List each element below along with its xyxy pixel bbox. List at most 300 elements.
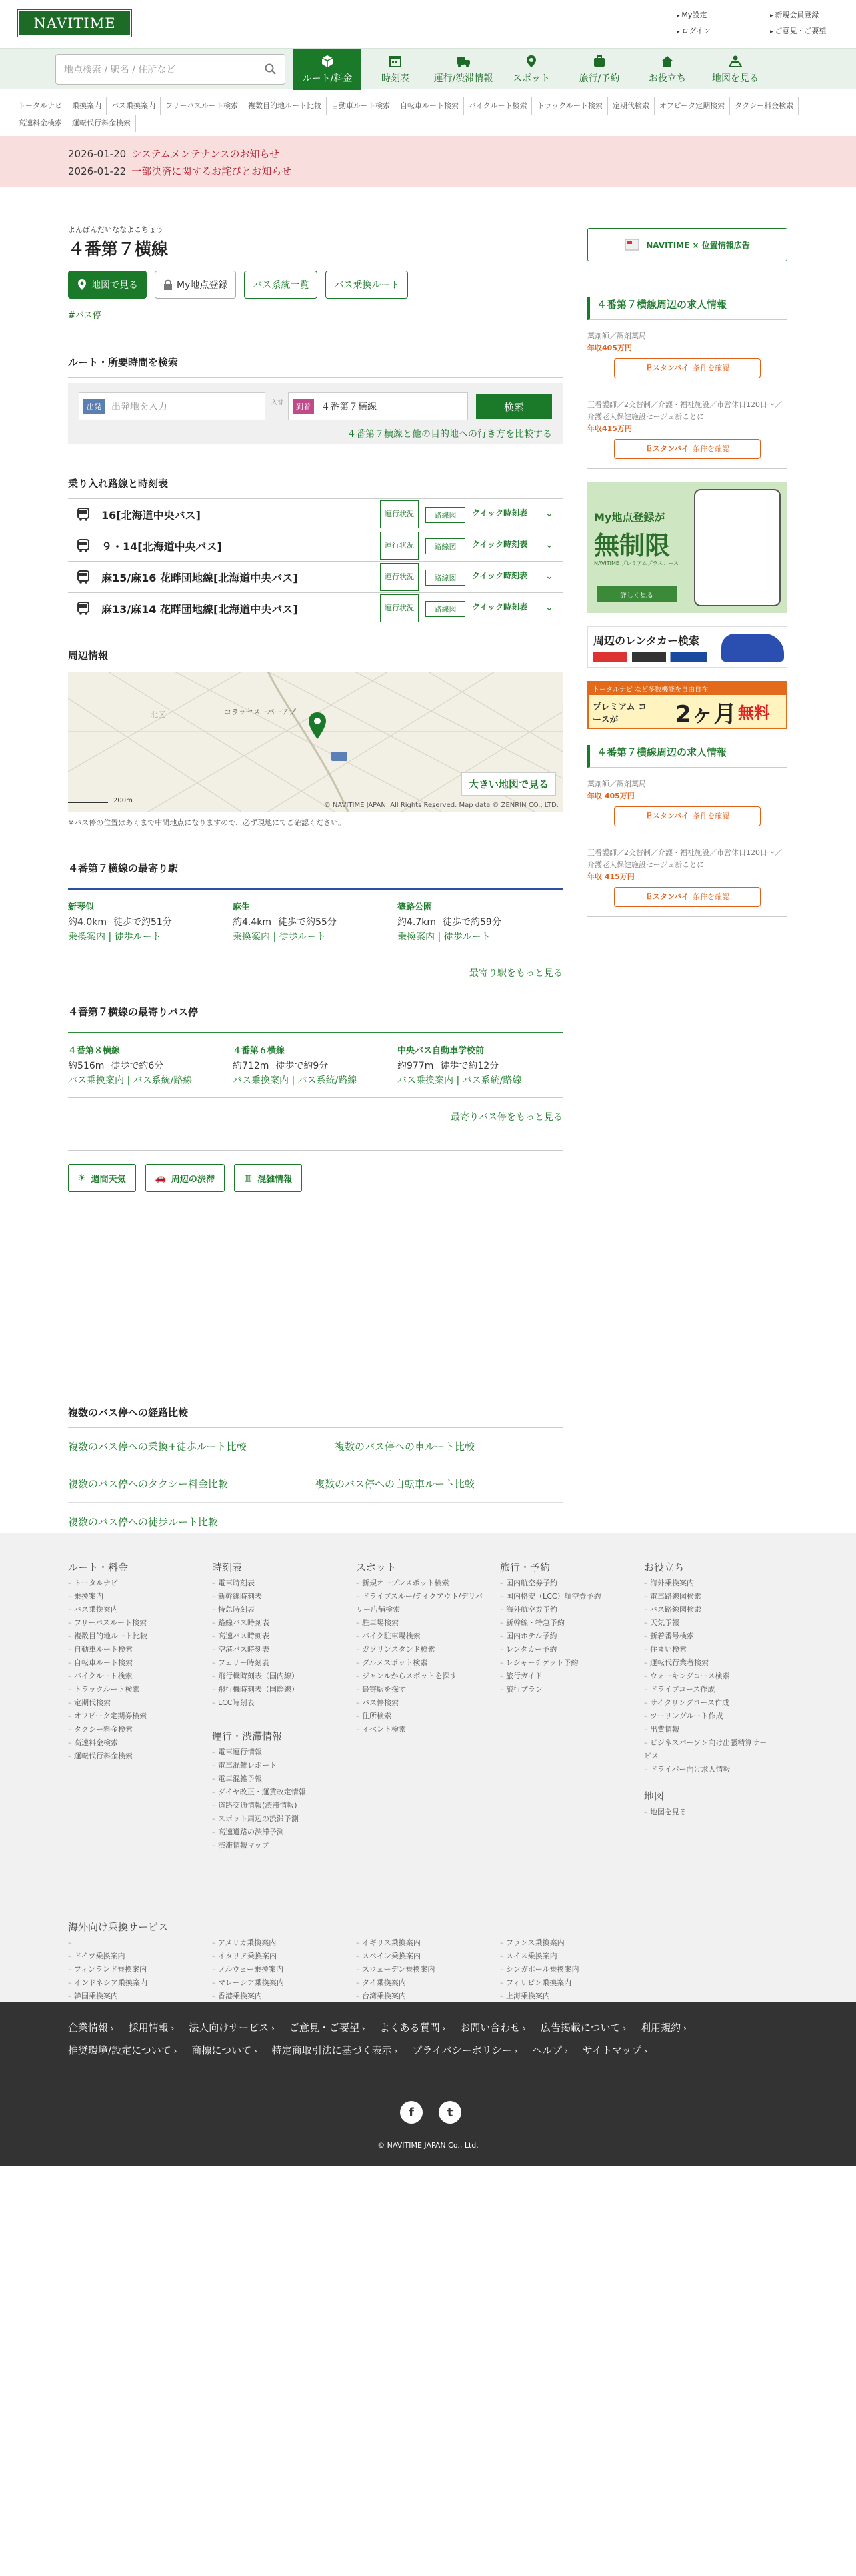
tab-label: 運行/渋滞情報 xyxy=(433,73,493,84)
rental-brand-logos xyxy=(593,652,707,662)
footer-bottom-link[interactable]: 特定商取引法に基づく表示 › xyxy=(272,2040,398,2062)
footer-link[interactable]: – 定期代検索 xyxy=(68,1696,195,1710)
footer-link[interactable]: – ダイヤ改正・運賃改定情報 xyxy=(212,1786,339,1799)
footer-link[interactable]: – 海外乗換案内 xyxy=(644,1577,771,1590)
line-status-button[interactable]: 運行状況 xyxy=(380,500,419,528)
route-map-button[interactable]: 路線図 xyxy=(425,601,465,617)
footer-link[interactable]: – 駐車場検索 xyxy=(356,1616,489,1630)
job-item[interactable] xyxy=(587,836,787,917)
house-icon xyxy=(660,54,675,69)
job-pay: 年収 405万円 xyxy=(587,792,635,800)
global-nav xyxy=(0,48,856,89)
twitter-icon[interactable]: t xyxy=(439,2101,461,2124)
footer-link[interactable]: – バス停検索 xyxy=(356,1696,489,1710)
compare-heading: 複数のバス停への経路比較 xyxy=(68,1405,563,1428)
sub-nav xyxy=(0,89,856,136)
walk-time: 徒歩で約6分 xyxy=(111,1061,164,1071)
bus-route-list-button[interactable]: バス系統一覧 xyxy=(244,271,317,299)
route-links[interactable]: バス乗換案内 | バス系統/路線 xyxy=(233,1075,357,1086)
footer-link[interactable]: – 複数目的地ルート比較 xyxy=(68,1630,195,1643)
button-label: 条件を確認 xyxy=(693,364,730,372)
tab-travel[interactable] xyxy=(565,49,633,90)
footer-link[interactable]: – 旅行プラン xyxy=(500,1683,627,1696)
check-conditions-button[interactable] xyxy=(614,806,761,826)
footer-bottom-link[interactable]: お問い合わせ › xyxy=(460,2017,526,2040)
congestion-button[interactable]: ▥ 混雑情報 xyxy=(234,1164,302,1192)
footer-link[interactable]: – 電車混雑レポート xyxy=(212,1759,339,1772)
footer-bottom-link[interactable]: プライバシーポリシー › xyxy=(412,2040,517,2062)
footer-column xyxy=(356,1561,489,1736)
tab-traffic[interactable] xyxy=(429,49,497,90)
footer-link[interactable]: – 道路交通情報(渋滞情報) xyxy=(212,1799,339,1812)
route-links[interactable]: バス乗換案内 | バス系統/路線 xyxy=(397,1075,522,1086)
line-name-link[interactable]: 16[北海道中央バス] xyxy=(101,508,201,522)
quick-timetable-button[interactable]: クイック時刻表 xyxy=(472,540,528,549)
chevron-down-icon[interactable]: ⌄ xyxy=(545,540,553,550)
footer-link[interactable]: – スウェーデン乗換案内 xyxy=(356,1963,500,1976)
footer-link[interactable]: – トータルナビ xyxy=(68,1577,195,1590)
walk-time: 徒歩で約12分 xyxy=(440,1061,499,1071)
distance-text xyxy=(397,1059,562,1073)
button-label: 条件を確認 xyxy=(693,892,730,901)
footer-link[interactable]: – スイス乗換案内 xyxy=(500,1950,644,1963)
footer-link[interactable]: – 高速バス時刻表 xyxy=(212,1630,339,1643)
walk-time: 徒歩で約51分 xyxy=(113,917,172,928)
login-link[interactable]: ▸ ログイン xyxy=(677,25,770,36)
chevron-down-icon[interactable]: ⌄ xyxy=(545,508,553,519)
footer-link[interactable]: – バス乗換案内 xyxy=(68,1603,195,1616)
footer-link[interactable]: – 海外航空券予約 xyxy=(500,1603,627,1616)
footer-link[interactable]: – 電車運行情報 xyxy=(212,1746,339,1759)
route-map-button[interactable]: 路線図 xyxy=(425,570,465,586)
calendar-icon xyxy=(388,54,403,69)
facebook-icon[interactable]: f xyxy=(400,2101,423,2124)
footer-link[interactable]: – 運転代行料金検索 xyxy=(68,1750,195,1763)
footer-link[interactable]: – スポット周辺の渋滞予測 xyxy=(212,1812,339,1826)
footer-link[interactable]: – 運転代行業者検索 xyxy=(644,1656,771,1670)
people-icon: ▥ xyxy=(243,1173,253,1183)
footer-link[interactable]: – ドライブスルー/テイクアウト/デリバリー店舗検索 xyxy=(356,1590,489,1616)
check-conditions-button[interactable] xyxy=(614,358,761,378)
my-spot-register-button[interactable]: My地点登録 xyxy=(155,271,236,299)
check-conditions-button[interactable] xyxy=(614,887,761,907)
map-place-label: 北区 xyxy=(151,710,165,719)
bus-icon xyxy=(76,507,91,522)
distance-text xyxy=(233,1059,397,1073)
footer-link[interactable]: – 天気予報 xyxy=(644,1616,771,1630)
distance-text xyxy=(68,1059,233,1073)
premium-banner[interactable]: My地点登録が 無制限 NAVITIME プレミアムプラスコース 詳しく見る xyxy=(587,482,787,613)
route-map-button[interactable]: 路線図 xyxy=(425,538,465,554)
train-car-icon xyxy=(456,54,471,69)
route-search-heading: ルート・所要時間を検索 xyxy=(68,355,563,378)
footer-link[interactable]: – サイクリングコース作成 xyxy=(644,1696,771,1710)
distance-text xyxy=(397,915,562,930)
subnav-link[interactable]: 複数目的地ルート比較 xyxy=(243,97,327,115)
bus-stop-tag[interactable]: #バス停 xyxy=(68,311,101,321)
stop-ruby: よんばんだいななよこちょう xyxy=(68,225,163,234)
footer-link[interactable]: – 乗換案内 xyxy=(68,1590,195,1603)
busstop-item xyxy=(233,1044,397,1088)
compare-link[interactable]: 複数のバス停への車ルート比較 xyxy=(335,1441,475,1453)
footer-link[interactable]: – 新着番号検索 xyxy=(644,1630,771,1643)
footer-link[interactable]: – 飛行機時刻表（国際線） xyxy=(212,1683,339,1696)
footer-column-heading: お役立ち xyxy=(644,1561,685,1573)
subnav-link[interactable]: トラックルート検索 xyxy=(532,97,607,115)
bus-icon xyxy=(76,570,91,584)
footer-link[interactable]: – イタリア乗換案内 xyxy=(212,1950,356,1963)
distance-text xyxy=(68,915,233,930)
footer-link[interactable]: – ドライバー向け求人情報 xyxy=(644,1763,771,1776)
search-input[interactable] xyxy=(55,54,285,85)
footer-link[interactable]: – ノルウェー乗換案内 xyxy=(212,1963,356,1976)
station-name-link[interactable]: 新琴似 xyxy=(68,902,95,912)
footer-link[interactable]: – ビジネスパーソン向け出張精算サービス xyxy=(644,1736,771,1763)
footer-link[interactable]: – バイク駐車場検索 xyxy=(356,1630,489,1643)
route-links[interactable]: 乗換案内 | 徒歩ルート xyxy=(233,932,326,942)
footer-link[interactable]: – 国内航空券予約 xyxy=(500,1577,627,1590)
subnav-link[interactable]: フリーパスルート検索 xyxy=(161,97,243,115)
job-pay: 年収415万円 xyxy=(587,424,632,433)
line-row xyxy=(68,499,563,530)
busstop-item xyxy=(397,1044,562,1088)
footer-link[interactable]: – 韓国乗換案内 xyxy=(68,1990,212,2003)
footer-link[interactable]: – 空港バス時刻表 xyxy=(212,1643,339,1656)
footer-link[interactable]: – インドネシア乗換案内 xyxy=(68,1976,212,1990)
quick-timetable-button[interactable]: クイック時刻表 xyxy=(472,508,528,518)
footer-link[interactable]: – 自動車ルート検索 xyxy=(68,1643,195,1656)
subnav-link[interactable]: 運転代行料金検索 xyxy=(67,115,136,132)
walk-time: 徒歩で約59分 xyxy=(443,917,501,928)
footer-bottom-link[interactable]: 推奨環境/設定について › xyxy=(68,2040,177,2062)
bus-transfer-route-button[interactable]: バス乗換ルート xyxy=(325,271,408,299)
footer-link[interactable]: – 地図を見る xyxy=(644,1806,771,1819)
distance: 約977m xyxy=(397,1061,434,1071)
footer-link[interactable]: – 電車混雑予報 xyxy=(212,1772,339,1786)
map-scale-label: 200m xyxy=(113,797,133,804)
tab-map[interactable] xyxy=(701,49,769,90)
line-status-button[interactable]: 運行状況 xyxy=(380,532,419,560)
tab-spot[interactable] xyxy=(497,49,565,90)
tab-label: ルート/料金 xyxy=(302,73,353,84)
copyright: © NAVITIME JAPAN Co., Ltd. xyxy=(377,2141,479,2150)
subnav-link[interactable]: タクシー料金検索 xyxy=(730,97,799,115)
more-stations-link[interactable]: 最寄り駅をもっと見る xyxy=(469,968,563,979)
footer-link[interactable]: – 出費情報 xyxy=(644,1723,771,1736)
busstop-name-link[interactable]: 中央バス自動車学校前 xyxy=(397,1046,485,1056)
tab-useful[interactable] xyxy=(633,49,701,90)
footer-column xyxy=(644,1790,771,1819)
station-item xyxy=(397,900,562,944)
footer-link[interactable]: – 旅行ガイド xyxy=(500,1670,627,1683)
subnav-link[interactable]: 自動車ルート検索 xyxy=(327,97,395,115)
nearest-stations-heading: ４番第７横線の最寄り駅 xyxy=(68,862,179,874)
main-content xyxy=(68,224,563,1540)
footer-bottom-link[interactable]: 利用規約 › xyxy=(641,2017,687,2040)
footer-link[interactable]: – ガソリンスタンド検索 xyxy=(356,1643,489,1656)
footer-link[interactable]: – ウォーキングコース検索 xyxy=(644,1670,771,1683)
footer-link[interactable]: – 上海乗換案内 xyxy=(500,1990,644,2003)
premium-free-banner[interactable]: トータルナビ など多数機能を自由自在 プレミアム コースが 2ヶ月 無料 xyxy=(587,681,787,729)
footer-link[interactable]: – イギリス乗換案内 xyxy=(356,1936,500,1950)
subnav-link[interactable]: バイクルート検索 xyxy=(464,97,532,115)
sun-icon: ☀ xyxy=(78,1173,86,1183)
route-search-box xyxy=(68,383,563,444)
footer-column-heading: 海外向け乗換サービス xyxy=(68,1921,169,1933)
station-name-link[interactable]: 麻生 xyxy=(233,902,251,912)
footer-link[interactable]: – 国内ホテル予約 xyxy=(500,1630,627,1643)
tab-label: 地図を見る xyxy=(712,73,759,84)
line-status-button[interactable]: 運行状況 xyxy=(380,563,419,591)
footer-link[interactable]: – 高速料金検索 xyxy=(68,1736,195,1750)
footer-link[interactable]: – 新幹線・特急予約 xyxy=(500,1616,627,1630)
site-header xyxy=(0,0,856,48)
footer-link[interactable]: – イベント検索 xyxy=(356,1723,489,1736)
job-title: 正看護師／2交替制／介護・福祉施設／市営休日120日〜／介護老人保健施設セージュ新ことに xyxy=(587,400,782,421)
tab-label: スポット xyxy=(513,73,550,84)
footer-bottom-link[interactable]: よくある質問 › xyxy=(380,2017,446,2040)
footer-link[interactable]: – スペイン乗換案内 xyxy=(356,1950,500,1963)
lines-heading: 乗り入れ路線と時刻表 xyxy=(68,476,563,499)
from-field[interactable]: 出発 出発地を入力 xyxy=(79,392,265,420)
quick-timetable-button[interactable]: クイック時刻表 xyxy=(472,602,528,612)
footer-link[interactable]: – レンタカー予約 xyxy=(500,1643,627,1656)
footer-link[interactable]: – 台湾乗換案内 xyxy=(356,1990,500,2003)
subnav-link[interactable]: 自転車ルート検索 xyxy=(395,97,464,115)
footer-bottom-link[interactable]: 広告掲載について › xyxy=(541,2017,626,2040)
footer-link[interactable]: – バイクルート検索 xyxy=(68,1670,195,1683)
map-marker-icon xyxy=(308,712,327,740)
footer-link[interactable]: – ジャンルからスポットを探す xyxy=(356,1670,489,1683)
area-map[interactable] xyxy=(68,672,563,812)
nearest-busstops-heading: ４番第７横線の最寄りバス停 xyxy=(68,1006,199,1018)
busstop-name-link[interactable]: ４番第８横線 xyxy=(68,1046,121,1056)
footer-link[interactable]: – 国内格安（LCC）航空券予約 xyxy=(500,1590,627,1603)
footer-link[interactable]: – 住まい検索 xyxy=(644,1643,771,1656)
footer-link[interactable]: – 渋滞情報マップ xyxy=(212,1839,339,1852)
footer-link[interactable]: – グルメスポット検索 xyxy=(356,1656,489,1670)
job-brand: Ｅスタンバイ xyxy=(645,444,689,453)
station-name-link[interactable]: 篠路公園 xyxy=(397,902,433,912)
footer-column xyxy=(68,1561,195,1763)
subnav-link[interactable]: 定期代検索 xyxy=(608,97,655,115)
footer-link[interactable]: – マレーシア乗換案内 xyxy=(212,1976,356,1990)
chevron-down-icon[interactable]: ⌄ xyxy=(545,571,553,582)
footer-bottom-link[interactable]: 採用情報 › xyxy=(129,2017,175,2040)
footer-column xyxy=(212,1730,339,1852)
route-map-button[interactable]: 路線図 xyxy=(425,507,465,523)
route-links[interactable]: 乗換案内 | 徒歩ルート xyxy=(397,932,491,942)
route-search-button[interactable]: 検索 xyxy=(476,394,552,419)
footer-link[interactable]: – オフピーク定期券検索 xyxy=(68,1710,195,1723)
job-title: 正看護師／2交替制／介護・福祉施設／市営休日120日〜／介護老人保健施設セージュ新ことに xyxy=(587,848,782,869)
footer-link[interactable]: – フィリピン乗換案内 xyxy=(500,1976,644,1990)
line-name-link[interactable]: ９・14[北海道中央バス] xyxy=(101,540,222,553)
jobs-list xyxy=(587,320,787,469)
distance: 約712m xyxy=(233,1061,269,1071)
distance: 約4.0km xyxy=(68,917,107,928)
footer-link[interactable]: – 飛行機時刻表（国内線） xyxy=(212,1670,339,1683)
footer-link[interactable]: – 新規オープンスポット検索 xyxy=(356,1577,489,1590)
footer-link[interactable]: – 最寄駅を探す xyxy=(356,1683,489,1696)
car-icon: 🚗 xyxy=(155,1173,166,1183)
footer-link[interactable]: – 新幹線時刻表 xyxy=(212,1590,339,1603)
footer-link[interactable]: – 電車路線図検索 xyxy=(644,1590,771,1603)
busstop-name-link[interactable]: ４番第６横線 xyxy=(233,1046,285,1056)
footer-column xyxy=(212,1561,339,1710)
view-large-map-button[interactable]: 大きい地図で見る xyxy=(461,772,556,796)
footer-link[interactable]: – ドイツ乗換案内 xyxy=(68,1950,212,1963)
notice-item[interactable]: 2026-01-22 一部決済に関するお詫びとお知らせ xyxy=(68,165,291,177)
feedback-link[interactable]: ▸ ご意見・ご要望 xyxy=(770,25,837,36)
notice-area xyxy=(0,136,856,187)
footer-link[interactable]: – 高速道路の渋滞予測 xyxy=(212,1826,339,1839)
footer-column-heading: 旅行・予約 xyxy=(500,1561,551,1573)
notice-link[interactable]: システムメンテナンスのお知らせ xyxy=(131,148,280,160)
footer-link[interactable]: – 電車時刻表 xyxy=(212,1577,339,1590)
rentacar-banner[interactable]: 周辺のレンタカー検索 xyxy=(587,626,787,668)
footer-link[interactable]: – ツーリングルート作成 xyxy=(644,1710,771,1723)
compare-link[interactable]: 複数のバス停へのタクシー料金比較 xyxy=(68,1478,229,1490)
route-links[interactable]: 乗換案内 | 徒歩ルート xyxy=(68,932,161,942)
tab-label: お役立ち xyxy=(649,73,686,84)
footer-link[interactable]: – ドライブコース作成 xyxy=(644,1683,771,1696)
footer-link[interactable]: – LCC時刻表 xyxy=(212,1696,339,1710)
map-pin-icon xyxy=(77,279,87,291)
footer-link[interactable]: – フェリー時刻表 xyxy=(212,1656,339,1670)
subnav-link[interactable]: 乗換案内 xyxy=(67,97,107,115)
footer-bottom-link[interactable]: 企業情報 › xyxy=(68,2017,114,2040)
compare-link[interactable]: 複数のバス停への自転車ルート比較 xyxy=(315,1478,475,1490)
footer-link[interactable]: – フリーパスルート検索 xyxy=(68,1616,195,1630)
compare-destinations-link[interactable]: ４番第７横線と他の目的地への行き方を比較する xyxy=(347,429,552,440)
bus-icon xyxy=(76,601,91,616)
car-image xyxy=(721,634,784,662)
job-item[interactable] xyxy=(587,388,787,469)
footer-column-heading: スポット xyxy=(356,1561,397,1573)
footer-bottom-link[interactable]: サイトマップ › xyxy=(583,2040,647,2062)
subnav-link[interactable]: バス乗換案内 xyxy=(107,97,161,115)
tab-label: 旅行/予約 xyxy=(579,73,620,84)
jobs-heading: ４番第７横線周辺の求人情報 xyxy=(587,745,787,768)
notice-link[interactable]: 一部決済に関するお詫びとお知らせ xyxy=(131,165,291,177)
button-label: 条件を確認 xyxy=(693,812,730,820)
map-place-label: コラッセスーパーアプ xyxy=(224,708,297,716)
location-ad-button[interactable]: NAVITIME × 位置情報広告 xyxy=(587,228,787,261)
footer-link[interactable]: – タクシー料金検索 xyxy=(68,1723,195,1736)
jobs-heading: ４番第７横線周辺の求人情報 xyxy=(587,297,787,320)
footer-link[interactable]: – 特急時刻表 xyxy=(212,1603,339,1616)
navitime-logo[interactable]: NAVITIME xyxy=(18,10,131,37)
my-settings-link[interactable]: ▸ My設定 xyxy=(677,9,770,20)
walk-time: 徒歩で約55分 xyxy=(278,917,337,928)
lines-list xyxy=(68,499,563,624)
footer-link[interactable]: – フランス乗換案内 xyxy=(500,1936,644,1950)
tab-route[interactable] xyxy=(293,49,361,90)
line-row xyxy=(68,562,563,593)
tab-label: 時刻表 xyxy=(381,73,409,84)
tab-timetable[interactable] xyxy=(361,49,429,90)
line-name-link[interactable]: 麻13/麻14 花畔団地線[北海道中央バス] xyxy=(101,602,298,616)
distance: 約516m xyxy=(68,1061,105,1071)
compare-link[interactable]: 複数のバス停への徒歩ルート比較 xyxy=(68,1515,219,1528)
notice-item[interactable]: 2026-01-20 システムメンテナンスのお知らせ xyxy=(68,148,280,160)
walk-time: 徒歩で約9分 xyxy=(275,1061,329,1071)
quick-timetable-button[interactable]: クイック時刻表 xyxy=(472,571,528,580)
footer-link[interactable]: – トラックルート検索 xyxy=(68,1683,195,1696)
line-name-link[interactable]: 麻15/麻16 花畔団地線[北海道中央バス] xyxy=(101,571,298,584)
route-links[interactable]: バス乗換案内 | バス系統/路線 xyxy=(68,1075,193,1086)
footer-bottom-link[interactable]: 法人向けサービス › xyxy=(189,2017,275,2040)
ad-icon xyxy=(625,239,639,251)
footer-column-heading: 地図 xyxy=(644,1790,665,1802)
footer-link[interactable]: – 住所検索 xyxy=(356,1710,489,1723)
weekly-weather-button[interactable]: ☀ 週間天気 xyxy=(68,1164,136,1192)
compare-row xyxy=(68,1428,563,1465)
nearest-busstops xyxy=(68,1032,563,1098)
job-item[interactable] xyxy=(587,768,787,836)
footer-link[interactable]: – 路線バス時刻表 xyxy=(212,1616,339,1630)
footer-bottom-link[interactable]: ご意見・ご要望 › xyxy=(289,2017,365,2040)
chevron-down-icon[interactable]: ⌄ xyxy=(545,602,553,613)
footer-link[interactable]: – 自転車ルート検索 xyxy=(68,1656,195,1670)
sidebar xyxy=(587,228,787,917)
swap-button[interactable]: 入替 xyxy=(271,400,283,406)
line-status-button[interactable]: 運行状況 xyxy=(380,594,419,622)
job-title: 薬剤師／調剤薬局 xyxy=(587,780,646,788)
to-field[interactable]: 到着 ４番第７横線 xyxy=(288,392,468,420)
subnav-link[interactable]: 高速料金検索 xyxy=(13,115,67,132)
footer-bottom xyxy=(0,2002,856,2166)
phone-mockup xyxy=(694,489,781,606)
footer-link[interactable]: – タイ乗換案内 xyxy=(356,1976,500,1990)
distance: 約4.7km xyxy=(397,917,437,928)
job-item[interactable] xyxy=(587,320,787,388)
line-row xyxy=(68,593,563,624)
map-copyright: © NAVITIME JAPAN. All Rights Reserved. Map data © ZENRIN CO., LTD. xyxy=(323,802,559,809)
footer-link[interactable]: – – アメリカ乗換案内 xyxy=(212,1936,356,1950)
map-note[interactable]: ※バス停の位置はあくまで中間地点になりますので、必ず現地にてご確認ください。 xyxy=(68,818,345,827)
register-link[interactable]: ▸ 新規会員登録 xyxy=(770,9,837,20)
suitcase-icon xyxy=(592,54,607,69)
footer-link[interactable]: – フィンランド乗換案内 xyxy=(68,1963,212,1976)
social-links xyxy=(400,2101,461,2124)
jobs-list xyxy=(587,768,787,917)
busstop-item xyxy=(68,1044,233,1088)
footer-links xyxy=(68,2017,768,2062)
footer-column xyxy=(500,1561,627,1696)
traffic-jam-button[interactable]: 🚗 周辺の渋滞 xyxy=(145,1164,225,1192)
station-item xyxy=(68,900,233,944)
search-icon[interactable] xyxy=(265,63,277,75)
job-brand: Ｅスタンバイ xyxy=(645,892,689,901)
footer-bottom-link[interactable]: 商標について › xyxy=(191,2040,257,2062)
distance: 約4.4km xyxy=(233,917,272,928)
subnav-link[interactable]: オフピーク定期検索 xyxy=(655,97,730,115)
view-map-button[interactable]: 地図で見る xyxy=(68,271,147,299)
footer-link[interactable]: – 香港乗換案内 xyxy=(212,1990,356,2003)
footer-link[interactable]: – シンガポール乗換案内 xyxy=(500,1963,644,1976)
more-busstops-link[interactable]: 最寄りバス停をもっと見る xyxy=(451,1112,563,1123)
footer-link[interactable]: – バス路線図検索 xyxy=(644,1603,771,1616)
subnav-link[interactable]: トータルナビ xyxy=(13,97,67,115)
map-person-icon xyxy=(728,54,743,69)
check-conditions-button[interactable] xyxy=(614,439,761,459)
footer-column-heading: ルート・料金 xyxy=(68,1561,129,1573)
footer-bottom-link[interactable]: ヘルプ › xyxy=(532,2040,568,2062)
compare-link[interactable]: 複数のバス停への乗換+徒歩ルート比較 xyxy=(68,1441,247,1453)
footer-link[interactable]: – レジャーチケット予約 xyxy=(500,1656,627,1670)
